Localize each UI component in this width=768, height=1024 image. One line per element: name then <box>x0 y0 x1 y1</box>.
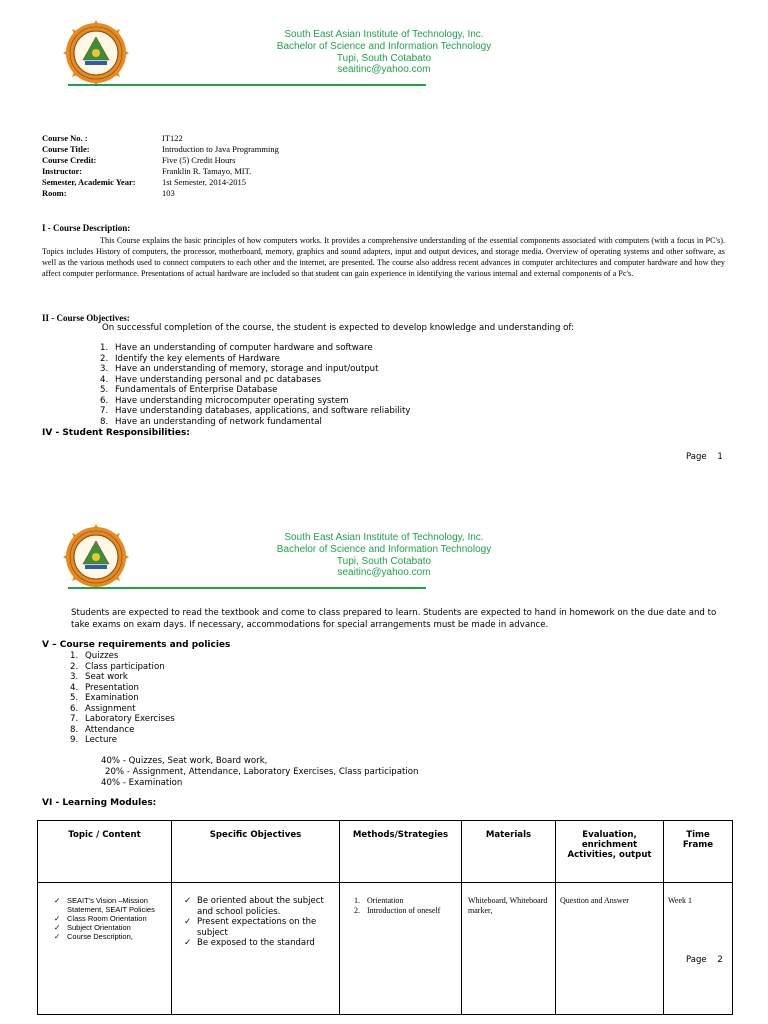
column-header: Methods/Strategies <box>340 821 462 883</box>
header-divider <box>68 84 426 86</box>
list-item: 9. Lecture <box>70 735 118 745</box>
course-title-value: Introduction to Java Programming <box>162 144 279 154</box>
list-item: 1. Quizzes <box>70 651 119 661</box>
list-item: 3. Seat work <box>70 672 128 682</box>
check-icon: ✓ <box>54 923 61 932</box>
grading-line: 20% - Assignment, Attendance, Laboratory Exercises, Class participation <box>105 767 419 777</box>
objectives-list <box>100 343 410 427</box>
topics-list <box>38 896 171 941</box>
time-frame-cell <box>664 883 733 1015</box>
list-item: ✓ Class Room Orientation <box>54 914 147 923</box>
column-header: Specific Objectives <box>172 821 340 883</box>
time-frame-text: Week 1 <box>668 896 693 905</box>
program-name: Bachelor of Science and Information Technology <box>276 41 492 52</box>
course-credit-label: Course Credit: <box>42 155 97 165</box>
institution-seal-icon <box>63 20 129 86</box>
check-icon: ✓ <box>184 896 192 906</box>
student-responsibilities-heading: IV - Student Responsibilities: <box>42 428 190 438</box>
check-icon: ✓ <box>54 914 61 923</box>
column-header: Materials <box>462 821 556 883</box>
list-item: 3. Have an understanding of memory, storage and input/output <box>100 364 379 374</box>
materials-cell <box>462 883 556 1015</box>
check-icon: ✓ <box>54 932 61 941</box>
list-item: 2. Identify the key elements of Hardware <box>100 353 280 364</box>
institution-name: South East Asian Institute of Technology, Inc. <box>284 532 484 543</box>
table-header-row <box>38 821 733 883</box>
check-icon: ✓ <box>184 917 192 927</box>
list-item: ✓ Present expectations on the subject <box>184 917 317 938</box>
location: Tupi, South Cotabato <box>336 53 432 64</box>
evaluation-text: Question and Answer <box>560 896 629 905</box>
objectives-cell <box>172 883 340 1015</box>
list-item: 4. Presentation <box>70 682 139 693</box>
methods-cell <box>340 883 462 1015</box>
program-name: Bachelor of Science and Information Technology <box>276 544 492 555</box>
list-item: 1. Have an understanding of computer hardware and software <box>100 343 373 353</box>
list-item: 1. Orientation <box>354 896 404 905</box>
instructor-label: Instructor: <box>42 166 83 176</box>
room-value: 103 <box>162 188 175 198</box>
list-item: 2. Class participation <box>70 661 165 672</box>
course-no-label: Course No. : <box>42 133 88 143</box>
learning-modules-table <box>37 820 733 1015</box>
instructor-value: Franklin R. Tamayo, MIT. <box>162 166 252 176</box>
list-item: 6. Assignment <box>70 703 136 714</box>
list-item: ✓ Be oriented about the subject and school policies. <box>184 896 324 917</box>
list-item: 5. Examination <box>70 693 139 703</box>
course-no-value: IT122 <box>162 133 183 143</box>
page-value: 1 <box>717 452 723 462</box>
institution-name: South East Asian Institute of Technology, Inc. <box>284 29 484 40</box>
grading-line: 40% - Quizzes, Seat work, Board work, <box>101 756 268 766</box>
list-item: 8. Have an understanding of network fundamental <box>100 416 322 427</box>
header-divider <box>68 587 426 589</box>
page-number-1 <box>686 452 723 462</box>
table-row <box>38 883 733 1015</box>
evaluation-cell <box>556 883 664 1015</box>
location: Tupi, South Cotabato <box>336 556 432 567</box>
check-icon: ✓ <box>54 896 61 905</box>
student-responsibilities-text: Students are expected to read the textbook and come to class prepared to learn. Students are expected to hand in homework on the due date and to take exams on exam days. If necessary, accommodations for special arrangements must be made in advance. <box>71 608 717 630</box>
course-description-text: This Course explains the basic principles of how computers works. It provides a comprehensive understanding of the essential components associated with computers (with a focus in PC's). Topics includes History of computers, the processor, motherboard, memory, graphics and sound adapters, input and output devices, and storage media. Overview of operating systems and other software, as well as the various methods used to connect computers to each other and the internet, are presented. The course also address recent advances in computer architectures and computer hardware and how they affect computer performance. Presentations of actual hardware are included so that student can gain experience in identifying the various internal and external components of a Pc's. <box>42 236 725 278</box>
column-header: Time Frame <box>664 821 733 883</box>
list-item: ✓ Course Description, <box>54 932 133 941</box>
objectives-cell-list <box>172 896 339 949</box>
learning-modules-heading: VI - Learning Modules: <box>42 798 157 808</box>
list-item: 2. Introduction of oneself <box>354 905 441 915</box>
grading-line: 40% - Examination <box>101 778 183 788</box>
course-objectives-heading: II - Course Objectives: <box>42 313 130 323</box>
course-description-heading: I - Course Description: <box>42 223 131 233</box>
course-credit-value: Five (5) Credit Hours <box>162 155 236 165</box>
methods-list <box>340 896 461 915</box>
list-item: ✓ Be exposed to the standard <box>184 938 315 948</box>
course-requirements-heading: V – Course requirements and policies <box>42 640 231 650</box>
column-header: Evaluation, enrichment Activities, output <box>556 821 664 883</box>
topic-cell <box>38 883 172 1015</box>
email-link[interactable]: seaitinc@yahoo.com <box>337 64 431 75</box>
list-item: 7. Have understanding databases, applications, and software reliability <box>100 406 411 416</box>
semester-label: Semester, Academic Year: <box>42 177 136 187</box>
requirements-list <box>70 651 175 746</box>
semester-value: 1st Semester, 2014-2015 <box>162 177 246 187</box>
course-title-label: Course Title: <box>42 144 90 154</box>
materials-text: Whiteboard, Whiteboard marker, <box>468 896 548 915</box>
list-item: 7. Laboratory Exercises <box>70 714 175 724</box>
page-label: Page <box>686 452 707 462</box>
list-item: 5. Fundamentals of Enterprise Database <box>100 385 278 395</box>
list-item: 4. Have understanding personal and pc databases <box>100 374 322 385</box>
list-item: 8. Attendance <box>70 724 135 735</box>
objectives-intro: On successful completion of the course, the student is expected to develop knowledge and understanding of: <box>102 323 575 333</box>
room-label: Room: <box>42 188 67 198</box>
list-item: ✓ Subject Orientation <box>54 923 131 932</box>
page-label: Page <box>686 955 707 965</box>
email-link[interactable]: seaitinc@yahoo.com <box>337 567 431 578</box>
column-header: Topic / Content <box>38 821 172 883</box>
institution-seal-icon <box>63 524 129 590</box>
check-icon: ✓ <box>184 938 192 948</box>
list-item: 6. Have understanding microcomputer operating system <box>100 395 349 406</box>
page-value: 2 <box>717 955 723 965</box>
page-number-2 <box>686 955 723 965</box>
list-item: ✓ SEAIT's Vision –Mission Statement, SEAIT Policies <box>54 896 155 914</box>
